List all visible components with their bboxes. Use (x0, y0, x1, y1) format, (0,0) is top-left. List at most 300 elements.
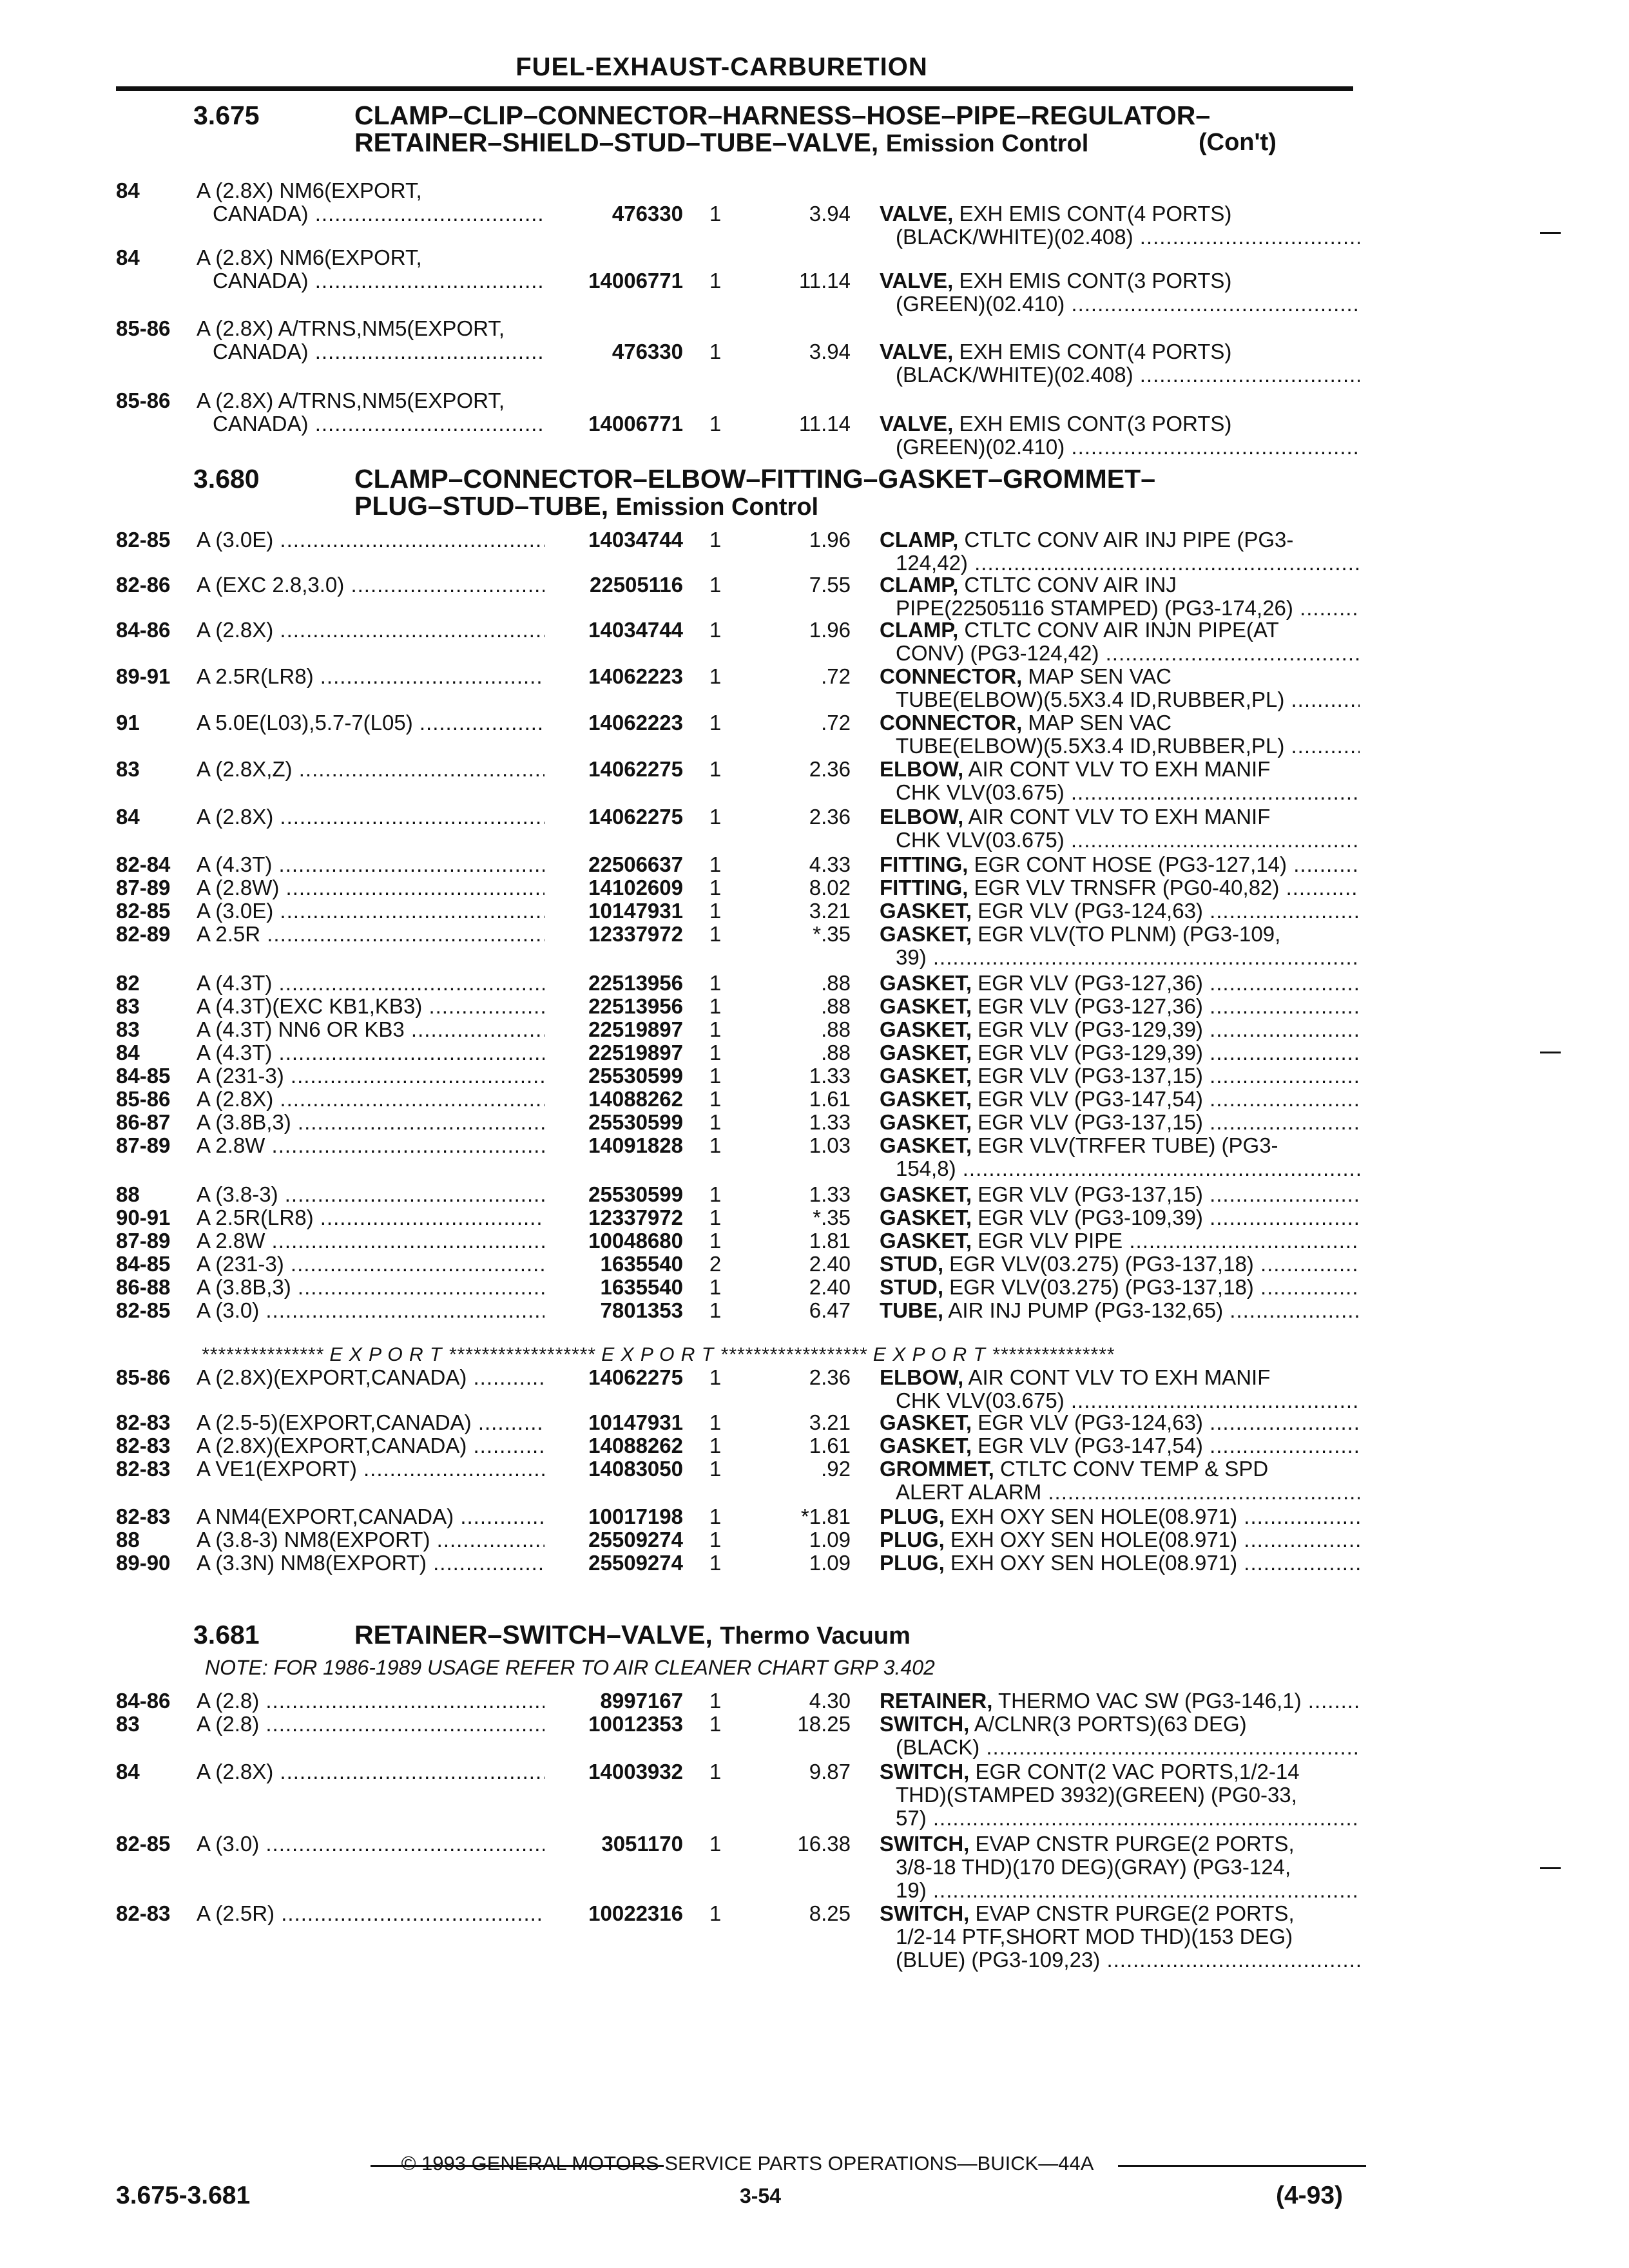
model-years: 83 (116, 994, 140, 1018)
price: 2.40 (809, 1275, 851, 1299)
part-number: 25530599 (588, 1110, 683, 1134)
description-text: AIR CONT VLV TO EXH MANIF (968, 1366, 1271, 1389)
part-number: 14034744 (588, 528, 683, 552)
application: A (3.0E) ..... (197, 528, 545, 552)
part-number: 14062275 (588, 757, 683, 781)
price: 9.87 (809, 1760, 851, 1783)
description (880, 711, 1360, 735)
quantity: 1 (709, 1712, 722, 1736)
part-name: GASKET, (880, 1111, 972, 1134)
description-continued: 39) ..... (896, 946, 1360, 969)
table-row (0, 1133, 1629, 1180)
price: 1.33 (809, 1064, 851, 1088)
description-continued: PIPE(22505116 STAMPED) (PG3-174,26) ..... (896, 597, 1360, 620)
model-years: 84 (116, 245, 140, 269)
description-text: EGR VLV(TO PLNM) (PG3-109, (978, 923, 1281, 946)
quantity: 1 (709, 1229, 722, 1253)
price: 3.21 (809, 899, 851, 923)
margin-tick (1540, 1052, 1561, 1053)
application: A (2.8X) NM6(EXPORT, (197, 179, 422, 202)
section-title (354, 465, 1489, 521)
header-rule (116, 86, 1353, 91)
model-years: 85-86 (116, 1087, 171, 1111)
model-years: 87-89 (116, 876, 171, 899)
price: *.35 (813, 1206, 851, 1229)
part-number: 14062223 (588, 711, 683, 735)
price: 2.40 (809, 1252, 851, 1276)
model-years: 82-85 (116, 528, 171, 552)
description (880, 1713, 1360, 1736)
table-row (0, 618, 1629, 665)
description-text: EVAP CNSTR PURGE(2 PORTS, (975, 1832, 1295, 1856)
quantity: 1 (709, 412, 722, 436)
price: .92 (821, 1457, 851, 1481)
description-text: EGR VLV (PG3-127,36) (978, 995, 1203, 1018)
price: 7.55 (809, 573, 851, 597)
part-number: 3051170 (601, 1832, 683, 1856)
description-text: MAP SEN VAC (1028, 665, 1171, 688)
table-row (0, 1552, 1629, 1577)
table-row (0, 757, 1629, 804)
description (880, 923, 1360, 946)
application: A NM4(EXPORT,CANADA) ..... (197, 1505, 545, 1528)
description (880, 1552, 1360, 1575)
description (880, 1505, 1360, 1528)
table-row (0, 711, 1629, 758)
price: *.35 (813, 922, 851, 946)
quantity: 1 (709, 876, 722, 899)
footer-page-number: 3-54 (739, 2184, 782, 2207)
quantity: 1 (709, 1365, 722, 1389)
description-text: EGR VLV (PG3-137,15) (978, 1111, 1203, 1134)
table-row (0, 922, 1629, 969)
description-continued: 154,8) ..... (896, 1157, 1360, 1180)
model-years: 82-84 (116, 852, 171, 876)
quantity: 1 (709, 1901, 722, 1925)
description-continued: (BLACK/WHITE)(02.408) ..... (896, 226, 1360, 249)
description (880, 1366, 1360, 1389)
description-text: CTLTC CONV AIR INJ PIPE (PG3- (964, 528, 1294, 552)
section-number: 3.675 (193, 101, 260, 130)
margin-tick (1540, 232, 1561, 234)
description (880, 1411, 1360, 1434)
model-years: 84-85 (116, 1064, 171, 1088)
quantity: 1 (709, 528, 722, 552)
application: A (4.3T)(EXC KB1,KB3) ..... (197, 995, 545, 1018)
table-row (0, 853, 1629, 879)
application: A (3.0E) ..... (197, 899, 545, 923)
model-years: 82-85 (116, 899, 171, 923)
price: 2.36 (809, 1365, 851, 1389)
quantity: 1 (709, 1087, 722, 1111)
table-row (0, 1253, 1629, 1278)
section-title-sub: Thermo Vacuum (720, 1622, 911, 1649)
description-text: EXH EMIS CONT(4 PORTS) (959, 340, 1232, 363)
description-continued: (BLACK) ..... (896, 1736, 1360, 1759)
description (880, 876, 1360, 899)
application: A 2.5R(LR8) ..... (197, 1206, 545, 1229)
description-continued: CONV) (PG3-124,42) ..... (896, 642, 1360, 665)
application: A (4.3T) ..... (197, 972, 545, 995)
description (880, 1206, 1360, 1229)
table-row (0, 1276, 1629, 1302)
quantity: 1 (709, 1110, 722, 1134)
model-years: 86-87 (116, 1110, 171, 1134)
application: A (2.8) ..... (197, 1689, 545, 1713)
price: 2.36 (809, 805, 851, 829)
description (880, 1689, 1360, 1713)
part-number: 22519897 (588, 1041, 683, 1064)
quantity: 1 (709, 269, 722, 293)
model-years: 82-83 (116, 1504, 171, 1528)
application: A (2.8X)(EXPORT,CANADA) ..... (197, 1366, 545, 1389)
description-text: A/CLNR(3 PORTS)(63 DEG) (974, 1713, 1247, 1736)
description-text: EGR VLV (PG3-124,63) (978, 1411, 1203, 1434)
footer-rule-right (1118, 2165, 1366, 2167)
section-number: 3.680 (193, 464, 260, 494)
application: A (2.8X) A/TRNS,NM5(EXPORT, (197, 317, 505, 340)
part-name: PLUG, (880, 1505, 945, 1528)
quantity: 1 (709, 805, 722, 829)
description-text: EGR VLV (PG3-129,39) (978, 1018, 1203, 1041)
quantity: 1 (709, 1760, 722, 1783)
quantity: 1 (709, 1434, 722, 1457)
application-continued: CANADA) ..... (213, 412, 545, 436)
description-text: AIR CONT VLV TO EXH MANIF (968, 758, 1271, 781)
running-head: FUEL-EXHAUST-CARBURETION (516, 53, 928, 81)
application-continued: CANADA) ..... (213, 269, 545, 293)
application: A VE1(EXPORT) ..... (197, 1457, 545, 1481)
description-continued: TUBE(ELBOW)(5.5X3.4 ID,RUBBER,PL) ..... (896, 735, 1360, 758)
application: A (2.8X) ..... (197, 1760, 545, 1783)
quantity: 1 (709, 340, 722, 363)
quantity: 1 (709, 1275, 722, 1299)
quantity: 1 (709, 1017, 722, 1041)
part-number: 22506637 (588, 852, 683, 876)
description (880, 1528, 1360, 1552)
part-name: GASKET, (880, 995, 972, 1018)
application: A (2.5-5)(EXPORT,CANADA) ..... (197, 1411, 545, 1434)
table-row (0, 1365, 1629, 1412)
section-title-sub: Emission Control (885, 130, 1089, 157)
table-row (0, 178, 1629, 249)
part-number: 10147931 (588, 1410, 683, 1434)
price: 8.02 (809, 876, 851, 899)
price: 1.03 (809, 1133, 851, 1157)
description-continued: THD)(STAMPED 3932)(GREEN) (PG0-33, (896, 1783, 1297, 1807)
part-name: VALVE, (880, 269, 954, 293)
part-name: GASKET, (880, 1041, 972, 1064)
application: A (231-3) ..... (197, 1064, 545, 1088)
price: 4.30 (809, 1689, 851, 1713)
footer-section-range: 3.675-3.681 (116, 2182, 251, 2209)
application: A (2.8X,Z) ..... (197, 758, 545, 781)
section-title (354, 102, 1489, 157)
part-name: PLUG, (880, 1552, 945, 1575)
model-years: 89-91 (116, 664, 171, 688)
description-continued: 124,42) ..... (896, 552, 1360, 575)
table-row (0, 316, 1629, 387)
description-continued: TUBE(ELBOW)(5.5X3.4 ID,RUBBER,PL) ..... (896, 688, 1360, 711)
application: A (2.8X) ..... (197, 619, 545, 642)
description (880, 1299, 1360, 1322)
part-number: 476330 (612, 340, 683, 363)
application: A (2.8W) ..... (197, 876, 545, 899)
table-row (0, 995, 1629, 1021)
part-name: GASKET, (880, 972, 972, 995)
price: 1.81 (809, 1229, 851, 1253)
part-number: 14062275 (588, 1365, 683, 1389)
application: A 2.8W ..... (197, 1229, 545, 1253)
price: 8.25 (809, 1901, 851, 1925)
part-name: SWITCH, (880, 1713, 970, 1736)
description (880, 1760, 1360, 1783)
model-years: 91 (116, 711, 140, 735)
application: A (231-3) ..... (197, 1253, 545, 1276)
part-name: GASKET, (880, 1434, 972, 1457)
quantity: 1 (709, 757, 722, 781)
model-years: 84-86 (116, 618, 171, 642)
section-title-line1: CLAMP–CONNECTOR–ELBOW–FITTING–GASKET–GROMMET– (354, 464, 1155, 494)
table-row (0, 528, 1629, 575)
model-years: 87-89 (116, 1133, 171, 1157)
part-number: 14003932 (588, 1760, 683, 1783)
part-number: 14006771 (588, 269, 683, 293)
part-name: CONNECTOR, (880, 711, 1023, 735)
table-row (0, 899, 1629, 925)
part-name: SWITCH, (880, 1832, 970, 1856)
description (880, 1253, 1360, 1276)
part-name: RETAINER, (880, 1689, 993, 1713)
part-name: VALVE, (880, 412, 954, 436)
part-name: CONNECTOR, (880, 665, 1023, 688)
price: 1.09 (809, 1551, 851, 1575)
price: 18.25 (797, 1712, 851, 1736)
description (880, 1183, 1360, 1206)
part-name: ELBOW, (880, 1366, 964, 1389)
description (880, 1434, 1360, 1457)
part-name: CLAMP, (880, 619, 959, 642)
model-years: 83 (116, 1712, 140, 1736)
application: A (2.8X) ..... (197, 805, 545, 829)
price: .88 (821, 994, 851, 1018)
table-row (0, 876, 1629, 902)
price: 1.61 (809, 1434, 851, 1457)
description (880, 1457, 1360, 1481)
price: 1.61 (809, 1087, 851, 1111)
part-number: 1635540 (600, 1252, 683, 1276)
description (880, 758, 1360, 781)
part-name: TUBE, (880, 1299, 943, 1322)
section-title-line1: CLAMP–CLIP–CONNECTOR–HARNESS–HOSE–PIPE–REGULATOR– (354, 101, 1211, 130)
model-years: 84 (116, 1041, 140, 1064)
table-row (0, 1760, 1629, 1830)
part-name: STUD, (880, 1276, 943, 1299)
description-continued: (BLACK/WHITE)(02.408) ..... (896, 363, 1360, 387)
table-row (0, 1712, 1629, 1759)
part-number: 10017198 (588, 1504, 683, 1528)
part-name: GASKET, (880, 1018, 972, 1041)
model-years: 83 (116, 757, 140, 781)
description (880, 412, 1360, 436)
description-continued: CHK VLV(03.675) ..... (896, 1389, 1360, 1412)
description-text: EXH OXY SEN HOLE(08.971) (950, 1528, 1238, 1552)
description-text: EGR VLV PIPE (978, 1229, 1123, 1253)
model-years: 89-90 (116, 1551, 171, 1575)
price: 16.38 (797, 1832, 851, 1856)
table-row (0, 1088, 1629, 1113)
price: 1.33 (809, 1110, 851, 1134)
description-text: MAP SEN VAC (1028, 711, 1171, 735)
quantity: 1 (709, 1182, 722, 1206)
part-name: GASKET, (880, 1064, 972, 1088)
part-number: 14062275 (588, 805, 683, 829)
part-name: GASKET, (880, 1088, 972, 1111)
section-title-line2 (354, 492, 1489, 521)
quantity: 1 (709, 922, 722, 946)
description (880, 1276, 1360, 1299)
model-years: 84 (116, 1760, 140, 1783)
description (880, 1111, 1360, 1134)
description (880, 1088, 1360, 1111)
part-name: GASKET, (880, 899, 972, 923)
quantity: 1 (709, 971, 722, 995)
application: A (3.8B,3) ..... (197, 1111, 545, 1134)
model-years: 84 (116, 805, 140, 829)
application-continued: CANADA) ..... (213, 340, 545, 363)
model-years: 90-91 (116, 1206, 171, 1229)
part-name: GASKET, (880, 923, 972, 946)
price: 1.96 (809, 528, 851, 552)
price: *1.81 (800, 1504, 851, 1528)
description-text: AIR CONT VLV TO EXH MANIF (968, 805, 1271, 829)
model-years: 82-85 (116, 1298, 171, 1322)
description-text: EGR VLV (PG3-137,15) (978, 1183, 1203, 1206)
description-text: EGR VLV (PG3-124,63) (978, 899, 1203, 923)
section-title-line2 (354, 129, 1489, 157)
description (880, 899, 1360, 923)
application: A (2.5R) ..... (197, 1902, 545, 1925)
description-text: CTLTC CONV TEMP & SPD (1000, 1457, 1269, 1481)
description-text: EXH EMIS CONT(3 PORTS) (959, 269, 1232, 293)
quantity: 1 (709, 618, 722, 642)
description (880, 1832, 1360, 1856)
part-name: ELBOW, (880, 758, 964, 781)
part-name: CLAMP, (880, 573, 959, 597)
price: .88 (821, 971, 851, 995)
part-number: 8997167 (600, 1689, 683, 1713)
description-text: EGR VLV(03.275) (PG3-137,18) (949, 1276, 1254, 1299)
part-number: 14006771 (588, 412, 683, 436)
description (880, 1229, 1360, 1253)
part-number: 22505116 (589, 573, 683, 597)
description-text: EXH EMIS CONT(4 PORTS) (959, 202, 1232, 226)
model-years: 88 (116, 1528, 140, 1552)
model-years: 82-83 (116, 1457, 171, 1481)
model-years: 83 (116, 1017, 140, 1041)
description-text: EGR VLV (PG3-109,39) (978, 1206, 1203, 1229)
application: A (3.8-3) NM8(EXPORT) ..... (197, 1528, 545, 1552)
part-number: 10022316 (588, 1901, 683, 1925)
export-divider: *************** E X P O R T ****************** E X P O R T ****************** E X P O R T *************** (201, 1344, 1115, 1365)
part-name: PLUG, (880, 1528, 945, 1552)
price: 6.47 (809, 1298, 851, 1322)
model-years: 82-85 (116, 1832, 171, 1856)
continued-label: (Con't) (1199, 129, 1277, 156)
description-text: EGR VLV (PG3-129,39) (978, 1041, 1203, 1064)
quantity: 1 (709, 711, 722, 735)
model-years: 85-86 (116, 1365, 171, 1389)
description (880, 1018, 1360, 1041)
description-continued: 19) ..... (896, 1879, 1360, 1902)
model-years: 82-83 (116, 1410, 171, 1434)
price: 1.09 (809, 1528, 851, 1552)
part-name: GROMMET, (880, 1457, 994, 1481)
description-continued: CHK VLV(03.675) ..... (896, 829, 1360, 852)
part-number: 14088262 (588, 1434, 683, 1457)
part-number: 22513956 (588, 971, 683, 995)
model-years: 85-86 (116, 389, 171, 412)
part-name: GASKET, (880, 1229, 972, 1253)
quantity: 1 (709, 1298, 722, 1322)
description-continued: (BLUE) (PG3-109,23) ..... (896, 1948, 1360, 1972)
table-row (0, 1457, 1629, 1504)
part-name: VALVE, (880, 340, 954, 363)
description-text: EGR VLV TRNSFR (PG0-40,82) (974, 876, 1280, 899)
quantity: 1 (709, 1689, 722, 1713)
model-years: 87-89 (116, 1229, 171, 1253)
application: A 2.5R ..... (197, 923, 545, 946)
part-number: 12337972 (588, 1206, 683, 1229)
table-row (0, 805, 1629, 852)
price: .72 (821, 664, 851, 688)
table-row (0, 1689, 1629, 1715)
quantity: 1 (709, 1206, 722, 1229)
quantity: 1 (709, 1041, 722, 1064)
part-number: 14088262 (588, 1087, 683, 1111)
description-text: EGR VLV (PG3-137,15) (978, 1064, 1203, 1088)
model-years: 82 (116, 971, 140, 995)
description (880, 853, 1360, 876)
margin-tick (1540, 1867, 1561, 1869)
quantity: 1 (709, 899, 722, 923)
description-text: EGR VLV (PG3-147,54) (978, 1434, 1203, 1457)
description-text: EGR CONT(2 VAC PORTS,1/2-14 (975, 1760, 1300, 1783)
table-row (0, 1299, 1629, 1325)
application: A (2.8X)(EXPORT,CANADA) ..... (197, 1434, 545, 1457)
part-name: SWITCH, (880, 1902, 970, 1925)
part-number: 14062223 (588, 664, 683, 688)
application: A 2.5R(LR8) ..... (197, 665, 545, 688)
description-text: EGR VLV(03.275) (PG3-137,18) (949, 1253, 1254, 1276)
description-text: AIR INJ PUMP (PG3-132,65) (948, 1299, 1224, 1322)
description (880, 805, 1360, 829)
model-years: 82-89 (116, 922, 171, 946)
application-continued: CANADA) ..... (213, 202, 545, 226)
description (880, 1064, 1360, 1088)
price: .88 (821, 1017, 851, 1041)
section-title-line2-text: RETAINER–SHIELD–STUD–TUBE–VALVE, (354, 128, 879, 157)
description (880, 573, 1360, 597)
model-years: 82-83 (116, 1434, 171, 1457)
model-years: 88 (116, 1182, 140, 1206)
description-text: EXH OXY SEN HOLE(08.971) (950, 1552, 1238, 1575)
description-continued: 57) ..... (896, 1807, 1360, 1830)
part-name: ELBOW, (880, 805, 964, 829)
description (880, 340, 1360, 363)
price: .72 (821, 711, 851, 735)
description-text: EXH OXY SEN HOLE(08.971) (950, 1505, 1238, 1528)
